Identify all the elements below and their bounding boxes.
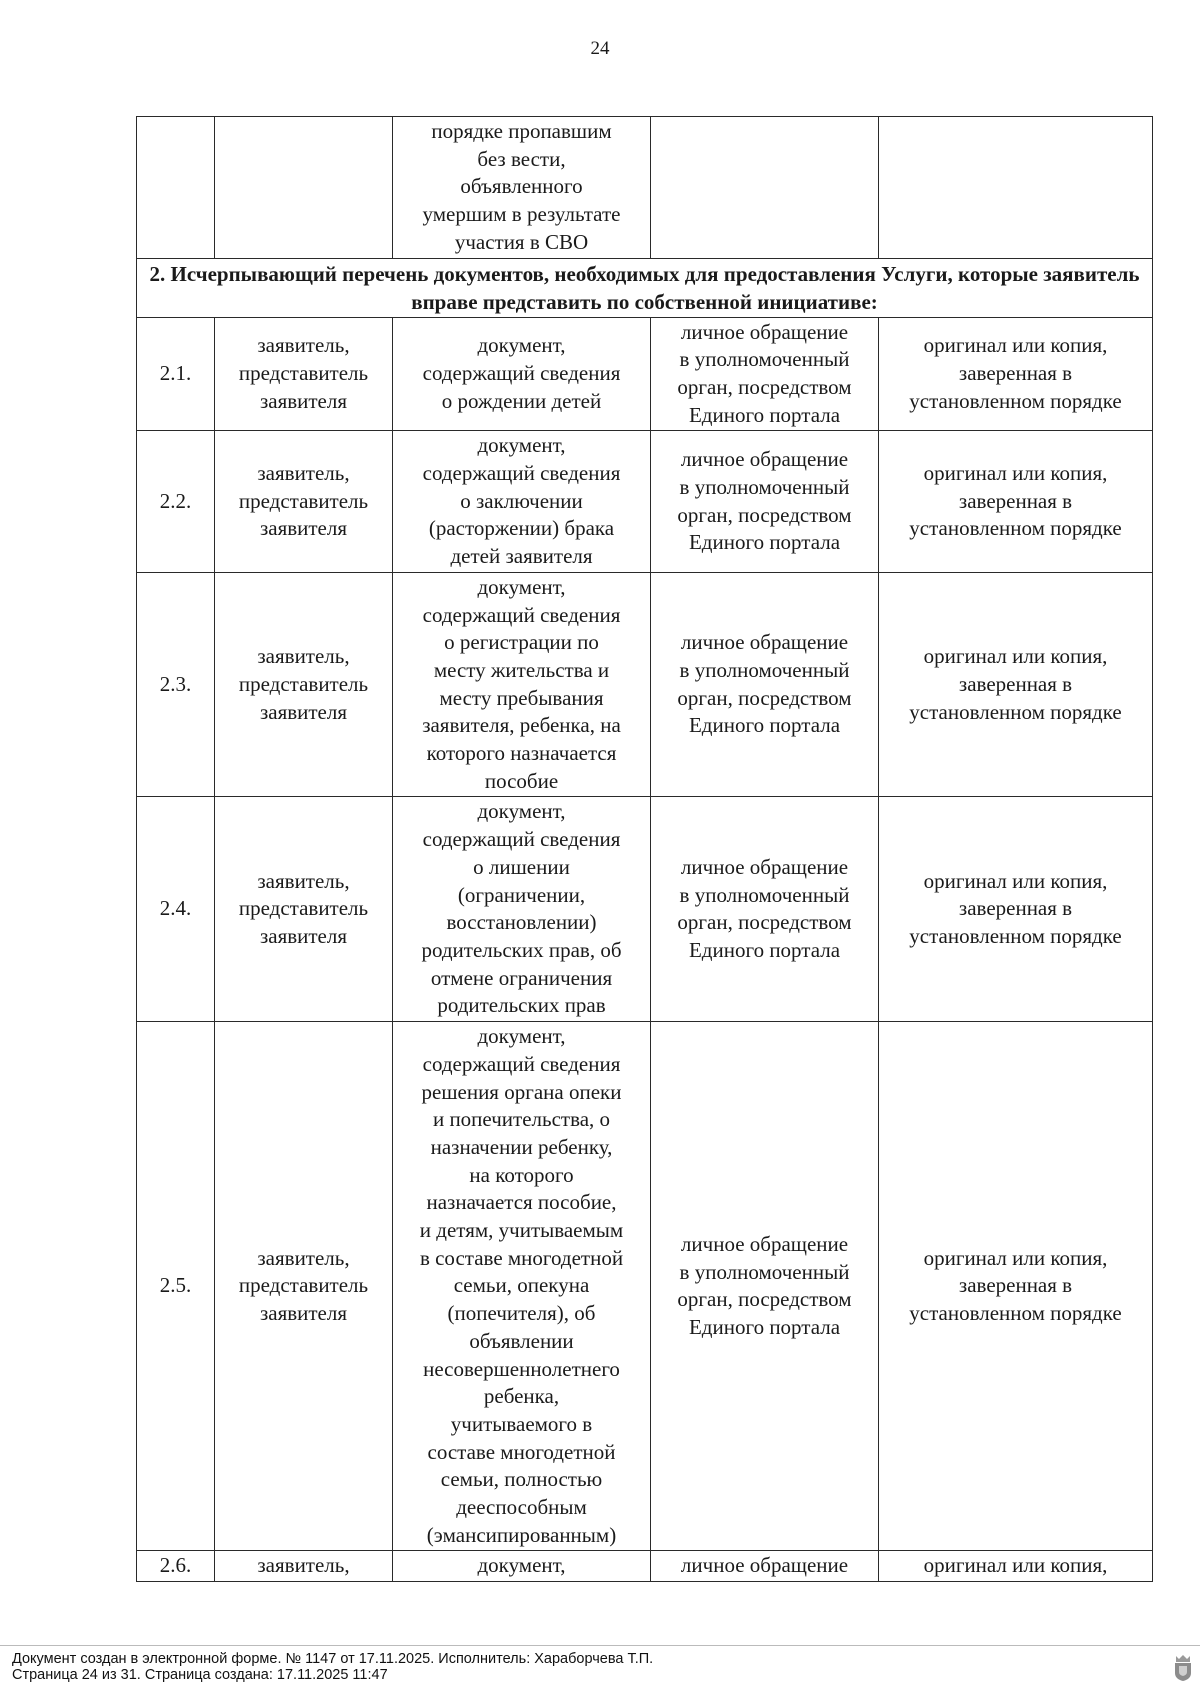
cell-form: оригинал или копия, заверенная в установленном порядке xyxy=(879,797,1153,1022)
footer-divider xyxy=(0,1645,1200,1646)
table-row xyxy=(137,1551,1153,1582)
cell-document: документ, содержащий сведения о регистрации по месту жительства и месту пребывания заявителя, ребенка, на которого назначается пособие xyxy=(393,572,651,797)
coat-of-arms-icon xyxy=(1173,1654,1193,1682)
cell-method: личное обращение в уполномоченный орган, посредством Единого портала xyxy=(651,572,879,797)
cell-num: 2.6. xyxy=(137,1551,215,1582)
cell-method: личное обращение xyxy=(651,1551,879,1582)
cell-num xyxy=(137,117,215,259)
footer-line-document-info: Документ создан в электронной форме. № 1147 от 17.11.2025. Исполнитель: Хараборчева Т.П. xyxy=(12,1651,654,1667)
cell-form: оригинал или копия, заверенная в установленном порядке xyxy=(879,572,1153,797)
cell-num: 2.3. xyxy=(137,572,215,797)
cell-applicant: заявитель, представитель заявителя xyxy=(215,317,393,431)
table-row-continuation xyxy=(137,117,1153,259)
cell-form: оригинал или копия, заверенная в установленном порядке xyxy=(879,1022,1153,1551)
cell-applicant: заявитель, представитель заявителя xyxy=(215,1022,393,1551)
cell-applicant xyxy=(215,117,393,259)
cell-method: личное обращение в уполномоченный орган, посредством Единого портала xyxy=(651,1022,879,1551)
table-row xyxy=(137,1022,1153,1551)
cell-document: документ, содержащий сведения о заключении (расторжении) брака детей заявителя xyxy=(393,431,651,573)
table-row xyxy=(137,317,1153,431)
footer-line-page-info: Страница 24 из 31. Страница создана: 17.11.2025 11:47 xyxy=(12,1667,388,1683)
cell-num: 2.2. xyxy=(137,431,215,573)
cell-method: личное обращение в уполномоченный орган, посредством Единого портала xyxy=(651,797,879,1022)
cell-applicant: заявитель, представитель заявителя xyxy=(215,797,393,1022)
cell-form: оригинал или копия, заверенная в установленном порядке xyxy=(879,431,1153,573)
cell-document: документ, содержащий сведения о лишении (ограничении, восстановлении) родительских прав, об отмене ограничения родительских прав xyxy=(393,797,651,1022)
cell-document: документ, xyxy=(393,1551,651,1582)
cell-applicant: заявитель, xyxy=(215,1551,393,1582)
cell-form: оригинал или копия, xyxy=(879,1551,1153,1582)
section-header-row xyxy=(137,258,1153,317)
table-row xyxy=(137,572,1153,797)
cell-form: оригинал или копия, заверенная в установленном порядке xyxy=(879,317,1153,431)
cell-method xyxy=(651,117,879,259)
cell-document: порядке пропавшим без вести, объявленного умершим в результате участия в СВО xyxy=(393,117,651,259)
document-footer xyxy=(12,1651,653,1683)
cell-num: 2.5. xyxy=(137,1022,215,1551)
table-row xyxy=(137,797,1153,1022)
cell-document: документ, содержащий сведения решения органа опеки и попечительства, о назначении ребенку, на которого назначается пособие, и детям, учитываемым в составе многодетной семьи, опекуна (попечителя), об объявлении несовершеннолетнего ребенка, учитываемого в составе многодетной семьи, полностью дееспособным (эмансипированным) xyxy=(393,1022,651,1551)
cell-applicant: заявитель, представитель заявителя xyxy=(215,431,393,573)
cell-form xyxy=(879,117,1153,259)
section-heading: 2. Исчерпывающий перечень документов, необходимых для предоставления Услуги, которые заявитель вправе представить по собственной инициативе: xyxy=(137,258,1153,317)
cell-document: документ, содержащий сведения о рождении детей xyxy=(393,317,651,431)
cell-num: 2.1. xyxy=(137,317,215,431)
cell-applicant: заявитель, представитель заявителя xyxy=(215,572,393,797)
page-number: 24 xyxy=(590,38,610,59)
table-row xyxy=(137,431,1153,573)
cell-method: личное обращение в уполномоченный орган, посредством Единого портала xyxy=(651,431,879,573)
cell-method: личное обращение в уполномоченный орган, посредством Единого портала xyxy=(651,317,879,431)
documents-table xyxy=(136,116,1153,1582)
cell-num: 2.4. xyxy=(137,797,215,1022)
